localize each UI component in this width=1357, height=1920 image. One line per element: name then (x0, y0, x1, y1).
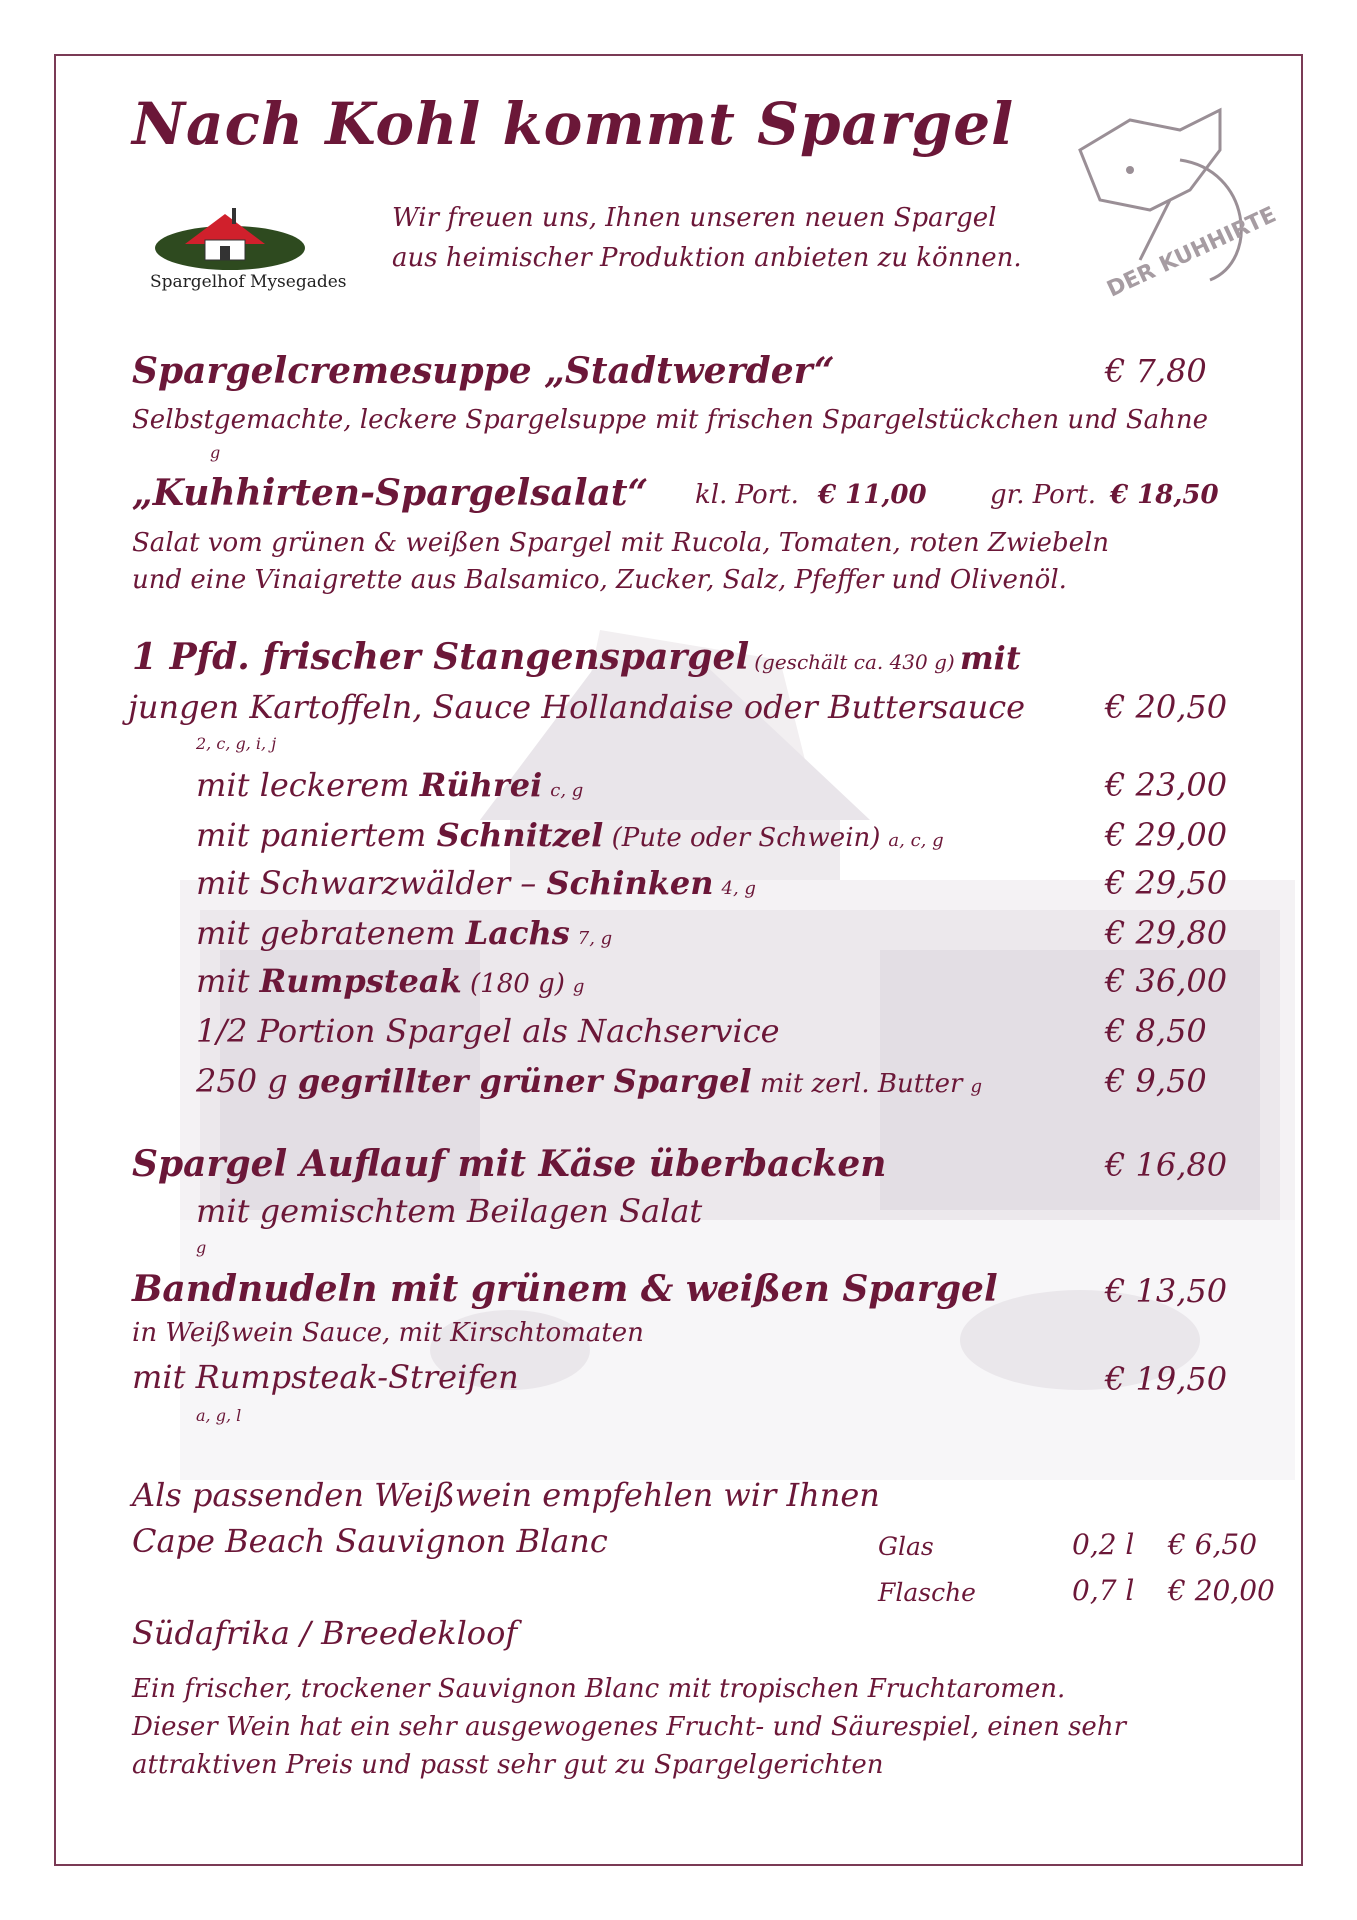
salad-desc-1: Salat vom grünen & weißen Spargel mit Rucola, Tomaten, roten Zwiebeln (132, 528, 1110, 558)
salad-desc-2: und eine Vinaigrette aus Balsamico, Zucker, Salz, Pfeffer und Olivenöl. (132, 565, 1067, 595)
option-allergens: c, g (550, 780, 584, 801)
spargelhof-logo-text: Spargelhof Mysegades (150, 272, 347, 292)
stangen-option-row (196, 766, 583, 804)
nudeln-extra: mit Rumpsteak-Streifen (132, 1358, 519, 1396)
option-highlight: Rührei (419, 766, 543, 804)
option-text-extra: (Pute oder Schwein) (603, 823, 881, 853)
nudeln-desc: in Weißwein Sauce, mit Kirschtomaten (132, 1318, 644, 1348)
stangen-option-price: € 23,00 (1105, 766, 1228, 804)
option-text: mit Schwarzwälder – (196, 864, 547, 902)
option-allergens: a, c, g (888, 830, 944, 851)
page-title: Nach Kohl kommt Spargel (132, 90, 1015, 158)
wine-origin: Südafrika / Breedekloof (132, 1614, 518, 1652)
option-text: mit leckerem (196, 766, 420, 804)
option-allergens: 4, g (721, 878, 756, 899)
option-text-extra: (180 g) (461, 969, 565, 999)
stangen-note: (geschält ca. 430 g) (754, 650, 955, 674)
salad-large-label: gr. Port. (990, 480, 1096, 510)
auflauf-allergens: g (196, 1238, 207, 1257)
stangen-heading (132, 636, 1021, 678)
option-text: mit paniertem (196, 816, 437, 854)
wine-bottle-price: € 20,00 (1168, 1574, 1275, 1607)
auflauf-price: € 16,80 (1105, 1146, 1228, 1184)
option-text: 250 g (196, 1062, 298, 1100)
wine-glass-price: € 6,50 (1168, 1528, 1258, 1561)
nudeln-extra-price: € 19,50 (1105, 1360, 1228, 1398)
option-allergens: g (970, 1076, 982, 1097)
background-house-photo (180, 620, 1295, 1480)
salad-small-label: kl. Port. (695, 480, 799, 510)
soup-allergens: g (210, 443, 221, 462)
stangen-option-price: € 36,00 (1105, 962, 1228, 1000)
wine-bottle-size: 0,7 l (1072, 1574, 1135, 1607)
stangen-option-price: € 29,00 (1105, 816, 1228, 854)
stangen-line-2: jungen Kartoffeln, Sauce Hollandaise oder Buttersauce (128, 688, 1026, 726)
option-highlight: Schinken (546, 864, 714, 902)
soup-name: Spargelcremesuppe „Stadtwerder“ (132, 350, 835, 392)
option-text-extra: mit zerl. Butter (751, 1069, 963, 1099)
nudeln-allergens: a, g, l (196, 1406, 242, 1425)
option-allergens: g (572, 976, 585, 997)
salad-name: „Kuhhirten-Spargelsalat“ (132, 472, 649, 514)
wine-desc-3: attraktiven Preis und passt sehr gut zu Spargelgerichten (132, 1750, 884, 1780)
stangen-mit: mit (959, 639, 1021, 677)
option-allergens: 7, g (577, 928, 613, 949)
stangen-option-price: € 9,50 (1105, 1062, 1207, 1100)
stangen-option-row (196, 864, 756, 902)
auflauf-desc: mit gemischtem Beilagen Salat (196, 1192, 703, 1230)
option-text: 1/2 Portion Spargel als Nachservice (196, 1012, 780, 1050)
wine-desc-1: Ein frischer, trockener Sauvignon Blanc mit tropischen Fruchtaromen. (132, 1674, 1066, 1704)
salad-small-price: € 11,00 (818, 480, 927, 510)
nudeln-price: € 13,50 (1105, 1272, 1228, 1310)
option-highlight: Schnitzel (436, 816, 604, 854)
auflauf-name: Spargel Auflauf mit Käse überbacken (132, 1143, 887, 1185)
salad-large-price: € 18,50 (1110, 480, 1219, 510)
stangen-option-price: € 29,80 (1105, 914, 1228, 952)
option-highlight: gegrillter grüner Spargel (297, 1062, 752, 1100)
stangen-option-row (196, 1012, 788, 1050)
intro-line-1: Wir freuen uns, Ihnen unseren neuen Spargel (392, 203, 997, 233)
wine-glass-label: Glas (878, 1532, 934, 1561)
stangen-option-row (196, 962, 584, 1000)
wine-glass-size: 0,2 l (1072, 1528, 1135, 1561)
stangen-option-price: € 29,50 (1105, 864, 1228, 902)
option-text: mit (196, 962, 260, 1000)
soup-price: € 7,80 (1105, 352, 1207, 390)
stangen-name: 1 Pfd. frischer Stangenspargel (132, 636, 750, 678)
option-highlight: Rumpsteak (259, 962, 462, 1000)
option-highlight: Lachs (465, 914, 570, 952)
stangen-option-price: € 8,50 (1105, 1012, 1207, 1050)
soup-desc: Selbstgemachte, leckere Spargelsuppe mit frischen Spargelstückchen und Sahne (132, 405, 1209, 435)
nudeln-name: Bandnudeln mit grünem & weißen Spargel (132, 1268, 998, 1310)
spargelhof-logo (150, 200, 347, 292)
stangen-option-row (196, 816, 944, 854)
stangen-option-row (196, 1062, 982, 1100)
wine-recommend: Als passenden Weißwein empfehlen wir Ihnen (132, 1476, 880, 1514)
kuhhirte-logo-text: DER KUHHIRTE (1103, 202, 1281, 303)
intro-line-2: aus heimischer Produktion anbieten zu können. (392, 243, 1022, 273)
wine-bottle-label: Flasche (878, 1578, 976, 1607)
stangen-price: € 20,50 (1105, 688, 1228, 726)
wine-name: Cape Beach Sauvignon Blanc (132, 1522, 608, 1560)
stangen-option-row (196, 914, 612, 952)
stangen-allergens: 2, c, g, i, j (196, 734, 277, 753)
option-text: mit gebratenem (196, 914, 466, 952)
wine-desc-2: Dieser Wein hat ein sehr ausgewogenes Frucht- und Säurespiel, einen sehr (132, 1712, 1126, 1742)
kuhhirte-logo (1060, 90, 1290, 304)
